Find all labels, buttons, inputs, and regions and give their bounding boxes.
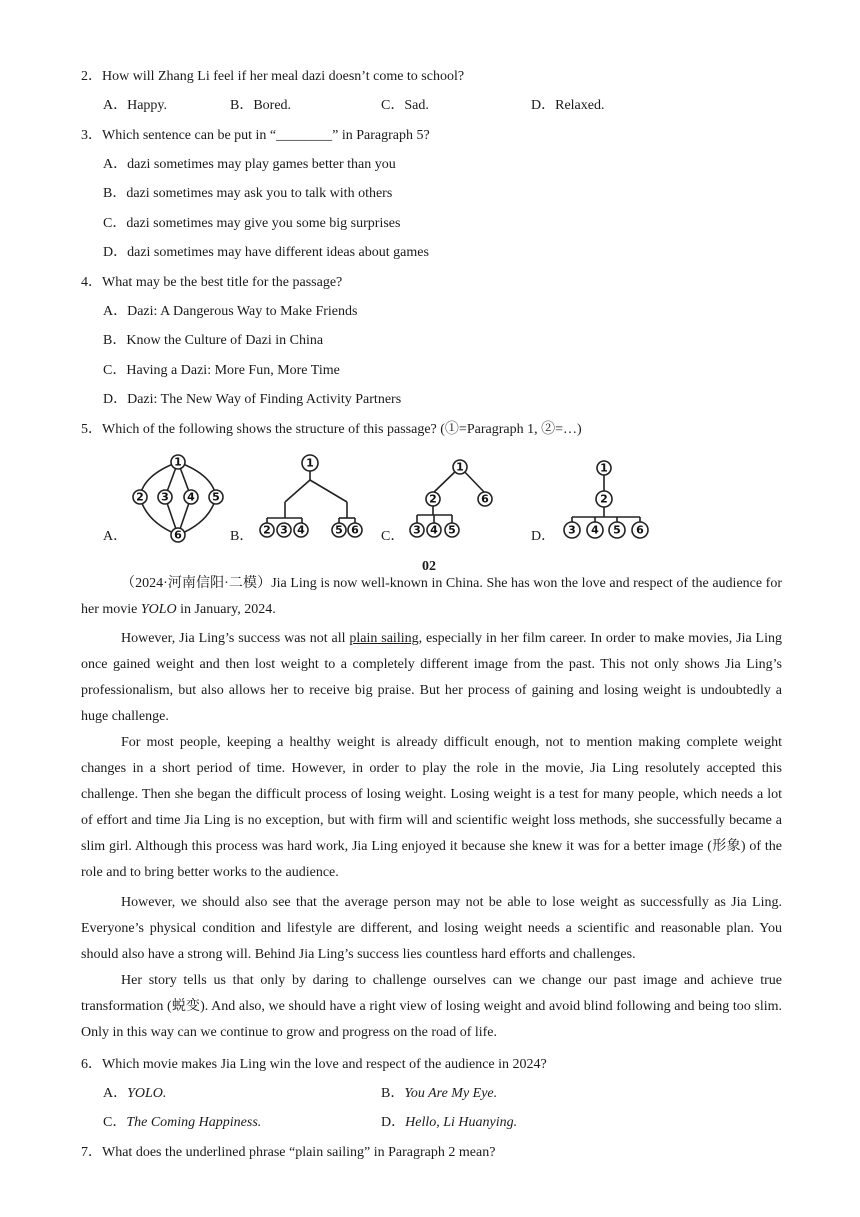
q2-option-b[interactable]: B．Bored. (230, 98, 292, 113)
q6-option-b-letter: B． (381, 1086, 405, 1101)
q4-option-c[interactable]: C．Having a Dazi: More Fun, More Time (103, 363, 340, 378)
diagram-a-node-3: 3 (161, 490, 169, 504)
question-3-stem: 3．Which sentence can be put in “________” in Paragraph 5? (81, 128, 430, 143)
diagram-b-node-5: 5 (335, 523, 343, 537)
diagram-d-node-2: 2 (600, 492, 608, 506)
q6-option-b-title: You Are My Eye. (404, 1086, 498, 1101)
diagram-d-node-6: 6 (636, 523, 644, 537)
q5-option-a[interactable]: A． (103, 529, 128, 544)
p2-text-b: , especially in her film career. In order to make movies, Jia Ling once gained weight and then lost weight to a completely different image from the past. This not only shows Jia Ling’s professionalism, but also allows her to receive big praise. But her process of gaining and losing weight is undoubtedly a huge challenge. (81, 631, 782, 724)
structure-diagram-a (128, 450, 228, 546)
diagram-b-node-4: 4 (297, 523, 305, 537)
diagram-c-node-6: 6 (481, 492, 489, 506)
diagram-c-node-1: 1 (456, 460, 464, 474)
underlined-phrase: plain sailing (349, 631, 419, 646)
q6-option-a-letter: A． (103, 1086, 128, 1101)
q6-option-d-title: Hello, Li Huanying. (405, 1115, 518, 1130)
diagram-d-node-3: 3 (568, 523, 576, 537)
structure-diagram-d (560, 455, 655, 545)
q3-option-b[interactable]: B．dazi sometimes may ask you to talk with others (103, 186, 393, 201)
structure-diagram-b (255, 450, 367, 542)
diagram-b-node-1: 1 (306, 456, 314, 470)
q6-option-a-title: YOLO. (127, 1086, 167, 1101)
section-number: 02 (422, 559, 436, 574)
diagram-d-node-4: 4 (591, 523, 599, 537)
diagram-b-node-3: 3 (280, 523, 288, 537)
diagram-c-node-2: 2 (429, 492, 437, 506)
q6-option-c-title: The Coming Happiness. (126, 1115, 262, 1130)
passage-paragraph-1 (81, 571, 782, 623)
q6-option-c[interactable] (103, 1114, 261, 1132)
question-6-stem: 6．Which movie makes Jia Ling win the love and respect of the audience in 2024? (81, 1057, 547, 1072)
passage-paragraph-2 (81, 626, 782, 730)
q4-option-b[interactable]: B．Know the Culture of Dazi in China (103, 333, 324, 348)
q4-option-a[interactable]: A．Dazi: A Dangerous Way to Make Friends (103, 304, 358, 319)
q3-option-c[interactable]: C．dazi sometimes may give you some big surprises (103, 216, 401, 231)
q2-option-d[interactable]: D．Relaxed. (531, 98, 605, 113)
q6-option-d-letter: D． (381, 1115, 406, 1130)
q6-option-a[interactable] (103, 1085, 166, 1103)
q3-option-a[interactable]: A．dazi sometimes may play games better than you (103, 157, 396, 172)
diagram-b-node-6: 6 (351, 523, 359, 537)
passage-source: （2024·河南信阳·二模） (121, 576, 272, 591)
passage-paragraph-3: For most people, keeping a healthy weight is already difficult enough, not to mention making complete weight changes in a short period of time. However, in order to play the role in the movie, Jia Ling resolutely accepted this challenge. Then she began the difficult process of losing weight. Losing weight is a test for many people, which needs a lot of effort and time Jia Ling is no exception, but with firm will and scientific weight loss methods, she successfully became a slim girl. Although this process was hard work, Jia Ling enjoyed it because she knew it was for a better image (形象) of the role and to bring better works to the audience. (81, 735, 782, 880)
q6-option-d[interactable] (381, 1114, 517, 1132)
question-7-stem: 7．What does the underlined phrase “plain sailing” in Paragraph 2 mean? (81, 1145, 496, 1160)
p1-text-b: in January, 2024. (176, 602, 276, 617)
diagram-d-node-5: 5 (613, 523, 621, 537)
q4-option-d[interactable]: D．Dazi: The New Way of Finding Activity Partners (103, 392, 402, 407)
question-4-stem: 4．What may be the best title for the passage? (81, 275, 343, 290)
q6-option-b[interactable] (381, 1085, 497, 1103)
q5-option-b[interactable]: B． (230, 529, 254, 544)
diagram-a-node-6: 6 (174, 528, 182, 542)
q2-option-a[interactable]: A．Happy. (103, 98, 168, 113)
q6-option-c-letter: C． (103, 1115, 127, 1130)
diagram-a-node-4: 4 (187, 490, 195, 504)
p1-text-a: Jia Ling is now well-known in China. She has won the love and respect of the audience for her movie (81, 576, 782, 617)
p1-movie-title: YOLO (140, 602, 177, 617)
passage-paragraph-5: Her story tells us that only by daring to challenge ourselves can we change our past image and achieve true transformation (蜕变). And also, we should have a right view of losing weight and avoid blind following and being too slim. Only in this way can we continue to grow and progress on the road of life. (81, 973, 782, 1040)
q5-option-d[interactable]: D． (531, 529, 556, 544)
diagram-c-node-5: 5 (448, 523, 456, 537)
q3-option-d[interactable]: D．dazi sometimes may have different ideas about games (103, 245, 429, 260)
q5-option-c[interactable]: C． (381, 529, 405, 544)
diagram-c-node-4: 4 (430, 523, 438, 537)
passage-paragraph-4: However, we should also see that the average person may not be able to lose weight as successfully as Jia Ling. Everyone’s physical condition and lifestyle are different, and losing weight needs a scientific and reasonable plan. You should also have a strong will. Behind Jia Ling’s success lies countless hard efforts and challenges. (81, 895, 782, 962)
diagram-c-node-3: 3 (413, 523, 421, 537)
diagram-a-node-1: 1 (174, 455, 182, 469)
diagram-a-node-5: 5 (212, 490, 220, 504)
diagram-a-node-2: 2 (136, 490, 144, 504)
question-5-stem: 5．Which of the following shows the structure of this passage? (①=Paragraph 1, ②=…) (81, 422, 582, 437)
diagram-b-node-2: 2 (263, 523, 271, 537)
diagram-d-node-1: 1 (600, 461, 608, 475)
question-2-stem: 2．How will Zhang Li feel if her meal dazi doesn’t come to school? (81, 69, 465, 84)
p2-text-a: However, Jia Ling’s success was not all (121, 631, 350, 646)
structure-diagram-c (405, 455, 500, 543)
q2-option-c[interactable]: C．Sad. (381, 98, 429, 113)
